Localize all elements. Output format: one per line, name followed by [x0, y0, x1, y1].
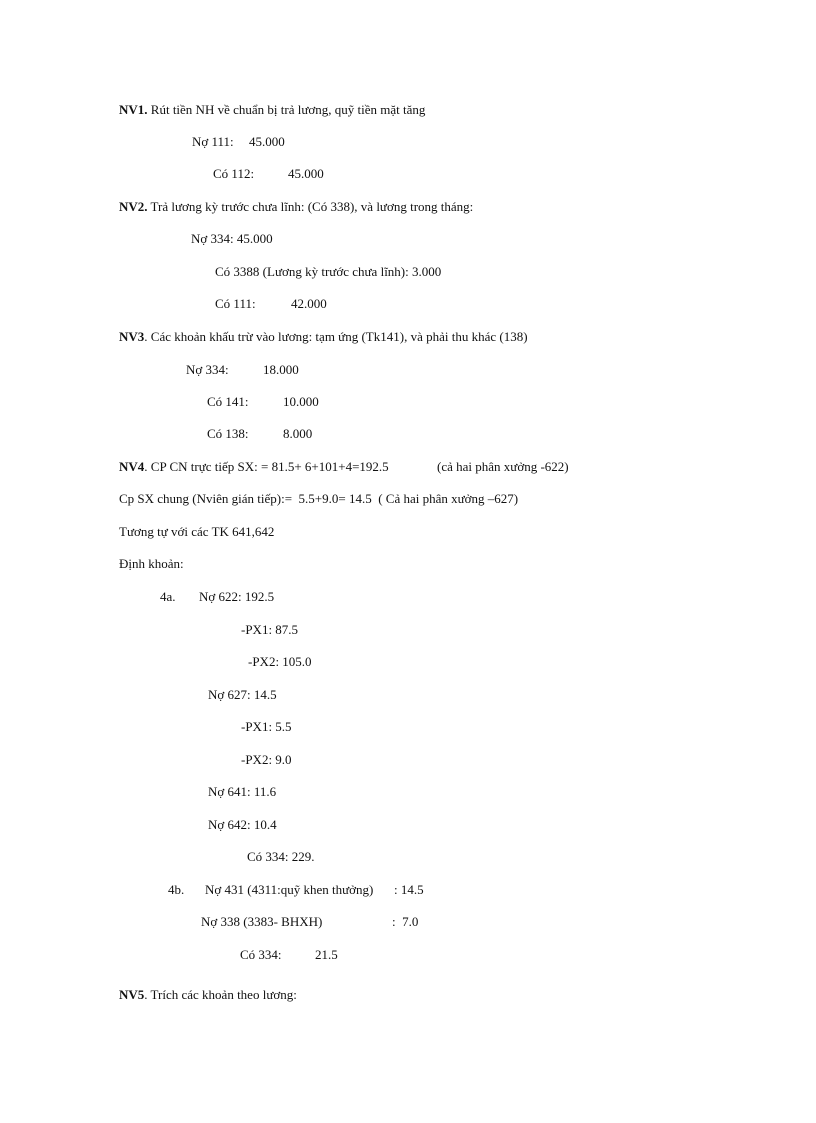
nv2-debit: Nợ 334: 45.000 [191, 231, 273, 246]
nv3-credit-1-value: 10.000 [283, 394, 319, 409]
entry-4b-debit-338: Nợ 338 (3383- BHXH) [201, 914, 323, 929]
nv1-debit-label: Nợ 111: [192, 134, 234, 149]
nv4-note: (cả hai phân xưởng -622) [437, 459, 569, 474]
nv1-text: Rút tiền NH về chuẩn bị trả lương, quỹ tiền mặt tăng [147, 102, 426, 117]
nv4-label: NV4 [119, 459, 145, 474]
nv4-text: . CP CN trực tiếp SX: = 81.5+ 6+101+4=192.5 [144, 459, 389, 474]
entry-4a-debit-642: Nợ 642: 10.4 [208, 817, 277, 832]
entry-4a-px1-627: -PX1: 5.5 [241, 719, 292, 734]
entry-4a-debit-622: Nợ 622: 192.5 [199, 589, 275, 604]
nv5-text: . Trích các khoản theo lương: [144, 987, 297, 1002]
entry-4a-px2-622: -PX2: 105.0 [248, 654, 312, 669]
nv2-heading [119, 199, 473, 215]
nv4-line-3: Tương tự với các TK 641,642 [119, 524, 275, 539]
nv2-credit-2-label: Có 111: [215, 296, 256, 311]
nv3-credit-1-label: Có 141: [207, 394, 249, 409]
nv3-label: NV3 [119, 329, 145, 344]
entry-4a-credit-334: Có 334: 229. [247, 849, 315, 864]
entry-4b-debit-338-value: : 7.0 [392, 914, 419, 929]
entry-4b-label: 4b. [168, 882, 185, 897]
nv3-text: . Các khoản khấu trừ vào lương: tạm ứng (Tk141), và phải thu khác (138) [144, 329, 528, 344]
nv2-label: NV2. [119, 199, 148, 214]
nv2-text: Trả lương kỳ trước chưa lĩnh: (Có 338), và lương trong tháng: [147, 199, 474, 214]
nv1-label: NV1. [119, 102, 148, 117]
nv1-credit-label: Có 112: [213, 166, 255, 181]
nv3-credit-2-value: 8.000 [283, 426, 313, 441]
nv3-heading [119, 329, 528, 345]
nv5-heading [119, 987, 297, 1003]
entry-4a-label: 4a. [160, 589, 176, 604]
entry-4b-debit-431-value: : 14.5 [394, 882, 424, 897]
nv1-heading [119, 102, 425, 118]
nv4-heading [119, 459, 389, 475]
nv3-credit-2-label: Có 138: [207, 426, 249, 441]
entry-4b-credit-label: Có 334: [240, 947, 282, 962]
entry-4b-debit-431: Nợ 431 (4311:quỹ khen thưởng) [205, 882, 374, 897]
entry-4a-px2-627: -PX2: 9.0 [241, 752, 292, 767]
entry-4b-credit-value: 21.5 [315, 947, 338, 962]
nv2-credit-2-value: 42.000 [291, 296, 327, 311]
entry-4a-debit-627: Nợ 627: 14.5 [208, 687, 277, 702]
entry-4a-debit-641: Nợ 641: 11.6 [208, 784, 277, 799]
nv2-credit-1: Có 3388 (Lương kỳ trước chưa lĩnh): 3.000 [215, 264, 442, 279]
nv1-credit-value: 45.000 [288, 166, 324, 181]
entry-4a-px1-622: -PX1: 87.5 [241, 622, 299, 637]
nv1-debit-value: 45.000 [249, 134, 285, 149]
nv3-debit-label: Nợ 334: [186, 362, 229, 377]
nv4-line-4: Định khoản: [119, 556, 184, 571]
nv5-label: NV5 [119, 987, 145, 1002]
nv4-line-2: Cp SX chung (Nviên gián tiếp):= 5.5+9.0= 14.5 ( Cả hai phân xưởng –627) [119, 491, 519, 506]
nv3-debit-value: 18.000 [263, 362, 299, 377]
